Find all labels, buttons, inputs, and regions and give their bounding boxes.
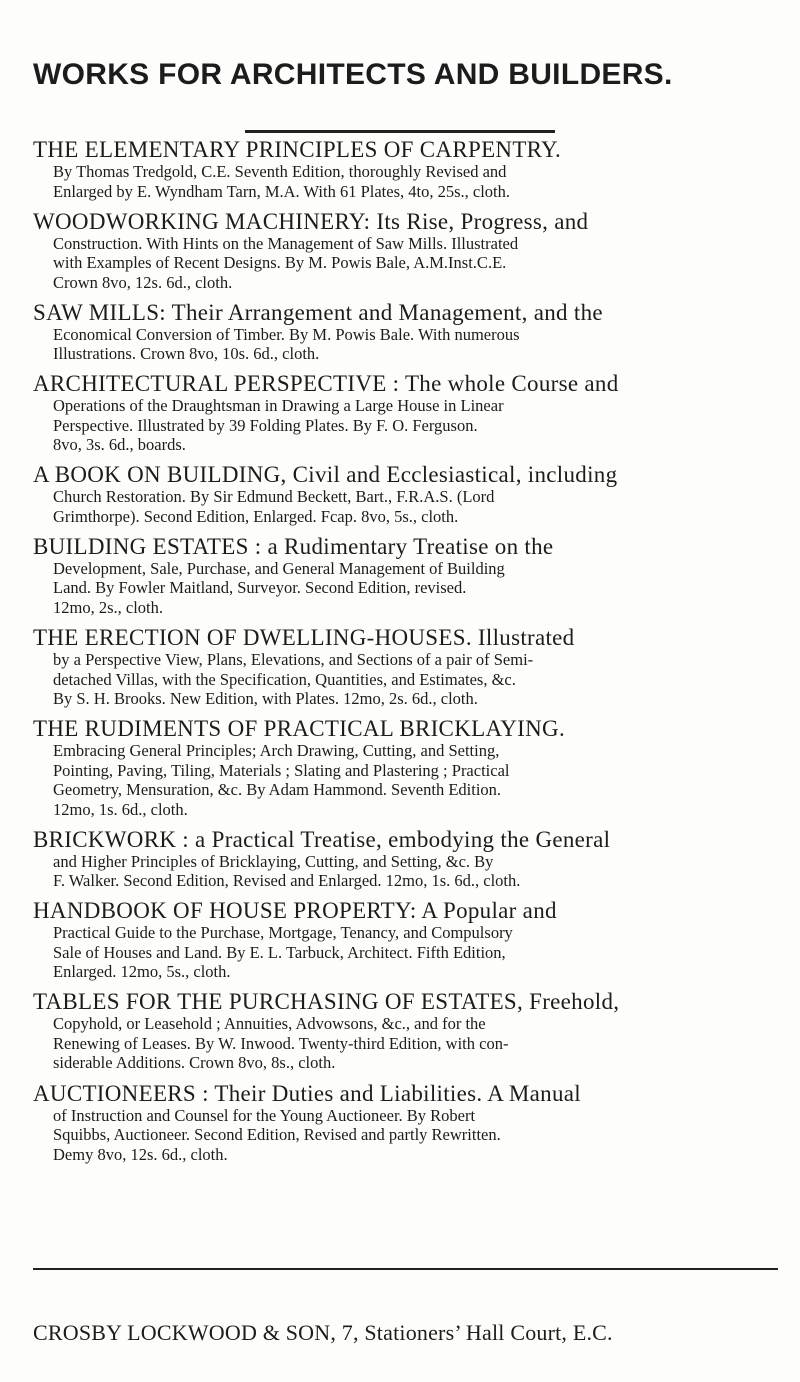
book-entry-description-line: By S. H. Brooks. New Edition, with Plates. 12mo, 2s. 6d., cloth. <box>53 689 478 709</box>
book-entry-description-line: with Examples of Recent Designs. By M. Powis Bale, A.M.Inst.C.E. <box>53 253 507 273</box>
book-entry <box>33 625 778 709</box>
book-list <box>33 137 778 1172</box>
book-entry-description-line: Demy 8vo, 12s. 6d., cloth. <box>53 1144 228 1164</box>
page-title: WORKS FOR ARCHITECTS AND BUILDERS. <box>33 58 673 91</box>
book-entry-description-line: Copyhold, or Leasehold ; Annuities, Advowsons, &c., and for the <box>53 1014 486 1034</box>
book-entry <box>33 716 778 819</box>
book-entry-heading: TABLES FOR THE PURCHASING OF ESTATES, Freehold, <box>33 989 620 1015</box>
book-entry-description-line: 12mo, 2s., cloth. <box>53 597 163 617</box>
book-entry-heading: AUCTIONEERS : Their Duties and Liabilities. A Manual <box>33 1080 581 1106</box>
book-entry-heading: A BOOK ON BUILDING, Civil and Ecclesiastical, including <box>33 462 618 488</box>
title-divider <box>245 130 555 133</box>
book-entry-heading: HANDBOOK OF HOUSE PROPERTY: A Popular and <box>33 898 557 924</box>
book-entry-description-line: Enlarged by E. Wyndham Tarn, M.A. With 61 Plates, 4to, 25s., cloth. <box>53 181 511 201</box>
book-entry-description-line: Enlarged. 12mo, 5s., cloth. <box>53 962 231 982</box>
book-entry-heading: THE ELEMENTARY PRINCIPLES OF CARPENTRY. <box>33 137 562 162</box>
book-entry-heading: BUILDING ESTATES : a Rudimentary Treatise on the <box>33 533 554 559</box>
book-entry-description-line: by a Perspective View, Plans, Elevations, and Sections of a pair of Semi- <box>53 650 534 670</box>
book-entry-description-line: Sale of Houses and Land. By E. L. Tarbuck, Architect. Fifth Edition, <box>53 942 506 962</box>
book-entry-description-line: Economical Conversion of Timber. By M. Powis Bale. With numerous <box>53 324 520 344</box>
book-entry-heading: ARCHITECTURAL PERSPECTIVE : The whole Course and <box>33 371 619 397</box>
book-entry-description-line: and Higher Principles of Bricklaying, Cutting, and Setting, &c. By <box>53 851 494 871</box>
book-entry-heading: THE RUDIMENTS OF PRACTICAL BRICKLAYING. <box>33 716 565 742</box>
book-entry <box>33 300 778 364</box>
book-entry-description-line: Pointing, Paving, Tiling, Materials ; Slating and Plastering ; Practical <box>53 760 510 780</box>
book-entry-description-line: Practical Guide to the Purchase, Mortgage, Tenancy, and Compulsory <box>53 923 513 943</box>
book-entry <box>33 989 778 1073</box>
book-entry-description-line: Embracing General Principles; Arch Drawing, Cutting, and Setting, <box>53 741 500 761</box>
book-entry-description-line: siderable Additions. Crown 8vo, 8s., cloth. <box>53 1053 336 1073</box>
book-entry-description-line: detached Villas, with the Specification, Quantities, and Estimates, &c. <box>53 669 516 689</box>
footer-divider <box>33 1268 778 1270</box>
book-entry <box>33 827 778 891</box>
book-entry-heading: SAW MILLS: Their Arrangement and Management, and the <box>33 299 603 325</box>
book-entry-description-line: Geometry, Mensuration, &c. By Adam Hammond. Seventh Edition. <box>53 780 502 800</box>
book-entry-description-line: Crown 8vo, 12s. 6d., cloth. <box>53 272 233 292</box>
publisher-footer: CROSBY LOCKWOOD & SON, 7, Stationers’ Hall Court, E.C. <box>33 1320 613 1345</box>
book-entry-description-line: Construction. With Hints on the Management of Saw Mills. Illustrated <box>53 233 519 253</box>
book-entry <box>33 209 778 293</box>
book-entry-description-line: 12mo, 1s. 6d., cloth. <box>53 799 188 819</box>
book-entry-description-line: Operations of the Draughtsman in Drawing a Large House in Linear <box>53 396 504 416</box>
book-entry-description-line: of Instruction and Counsel for the Young Auctioneer. By Robert <box>53 1105 476 1125</box>
book-entry-description-line: Squibbs, Auctioneer. Second Edition, Revised and partly Rewritten. <box>53 1125 501 1145</box>
book-entry-description-line: Illustrations. Crown 8vo, 10s. 6d., cloth. <box>53 344 320 364</box>
book-entry-description-line: F. Walker. Second Edition, Revised and Enlarged. 12mo, 1s. 6d., cloth. <box>53 871 521 891</box>
book-entry <box>33 137 778 201</box>
book-entry <box>33 371 778 455</box>
book-entry-heading: BRICKWORK : a Practical Treatise, embodying the General <box>33 826 611 852</box>
book-entry-description-line: 8vo, 3s. 6d., boards. <box>53 435 186 455</box>
book-entry <box>33 534 778 618</box>
book-entry <box>33 898 778 982</box>
book-entry-description-line: Land. By Fowler Maitland, Surveyor. Second Edition, revised. <box>53 578 467 598</box>
book-entry-description-line: Church Restoration. By Sir Edmund Beckett, Bart., F.R.A.S. (Lord <box>53 487 495 507</box>
book-entry <box>33 462 778 526</box>
book-entry-description-line: Perspective. Illustrated by 39 Folding Plates. By F. O. Ferguson. <box>53 415 478 435</box>
book-entry-description-line: Renewing of Leases. By W. Inwood. Twenty-third Edition, with con- <box>53 1033 509 1053</box>
book-entry <box>33 1081 778 1165</box>
book-entry-description-line: By Thomas Tredgold, C.E. Seventh Edition, thoroughly Revised and <box>53 162 507 181</box>
book-entry-description-line: Grimthorpe). Second Edition, Enlarged. Fcap. 8vo, 5s., cloth. <box>53 506 459 526</box>
book-entry-description-line: Development, Sale, Purchase, and General Management of Building <box>53 558 505 578</box>
book-entry-heading: WOODWORKING MACHINERY: Its Rise, Progress, and <box>33 208 589 234</box>
book-entry-heading: THE ERECTION OF DWELLING-HOUSES. Illustrated <box>33 625 575 651</box>
